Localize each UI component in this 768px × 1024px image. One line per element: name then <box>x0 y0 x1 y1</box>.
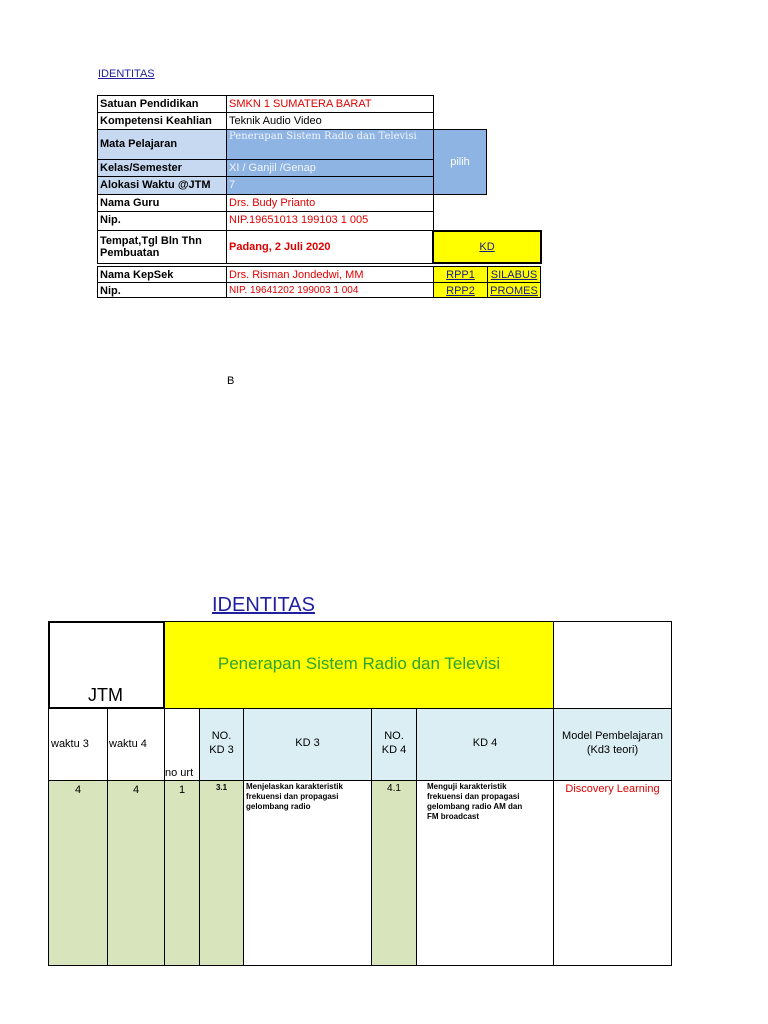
kd3-label: KD 3 <box>295 737 320 749</box>
kd3-value: Menjelaskan karakteristik frekuensi dan propagasi gelombang radio <box>246 782 343 811</box>
pilih-button[interactable]: pilih <box>433 129 487 195</box>
no-kd3-header <box>199 708 244 781</box>
label-kelas-semester: Kelas/Semester <box>97 159 227 177</box>
label-nip-guru: Nip. <box>97 211 227 231</box>
no-kd3-cell[interactable] <box>199 780 244 966</box>
kd4-cell[interactable] <box>416 780 554 966</box>
waktu4-label: waktu 4 <box>109 738 147 750</box>
jtm-label: JTM <box>88 685 123 705</box>
no-kd3-value: 3.1 <box>215 783 228 792</box>
value-kompetensi-keahlian[interactable]: Teknik Audio Video <box>226 112 434 130</box>
no-kd4-value: 4.1 <box>387 783 401 794</box>
value-alokasi-waktu[interactable]: 7 <box>226 176 434 195</box>
model-value: Discovery Learning <box>565 783 660 795</box>
label-tempat-tanggal: Tempat,Tgl Bln Thn Pembuatan <box>97 230 227 264</box>
kd4-value: Menguji karakteristik frekuensi dan propagasi gelombang radio AM dan FM broadcast <box>427 782 523 821</box>
value-nip-guru[interactable]: NIP.19651013 199103 1 005 <box>226 211 434 231</box>
label-alokasi-waktu: Alokasi Waktu @JTM <box>97 176 227 195</box>
no-kd4-label: NO. KD 4 <box>381 730 407 756</box>
label-nama-guru: Nama Guru <box>97 194 227 212</box>
value-nama-guru[interactable]: Drs. Budy Prianto <box>226 194 434 212</box>
second-sheet-title[interactable]: IDENTITAS <box>212 594 315 616</box>
label-satuan-pendidikan: Satuan Pendidikan <box>97 95 227 113</box>
model-label: Model Pembelajaran (Kd3 teori) <box>562 730 663 756</box>
waktu4-header <box>107 708 165 781</box>
waktu3-header <box>48 708 108 781</box>
no-urt-label: no urt <box>165 767 194 779</box>
waktu3-label: waktu 3 <box>51 738 89 750</box>
identitas-link[interactable]: IDENTITAS <box>98 68 155 80</box>
kd3-cell[interactable] <box>243 780 372 966</box>
value-kelas-semester[interactable]: XI / Ganjil /Genap <box>226 159 434 177</box>
label-nip-kepsek: Nip. <box>97 282 227 298</box>
no-kd4-cell[interactable] <box>371 780 417 966</box>
value-satuan-pendidikan[interactable]: SMKN 1 SUMATERA BARAT <box>226 95 434 113</box>
no-kd3-label: NO. KD 3 <box>209 730 234 756</box>
silabus-link[interactable]: SILABUS <box>487 266 541 283</box>
value-tempat-tanggal[interactable]: Padang, 2 Juli 2020 <box>226 230 434 264</box>
no-urt-header <box>164 708 200 781</box>
waktu3-cell[interactable] <box>48 780 108 966</box>
empty-header-cell <box>553 621 672 709</box>
kd4-label: KD 4 <box>472 737 498 749</box>
label-nama-kepsek: Nama KepSek <box>97 266 227 283</box>
kd3-header <box>243 708 372 781</box>
model-cell[interactable] <box>553 780 672 966</box>
label-mata-pelajaran: Mata Pelajaran <box>97 129 227 160</box>
jtm-header-cell <box>48 621 165 709</box>
waktu4-value: 4 <box>132 784 140 796</box>
stray-cell-text: B <box>227 375 235 387</box>
rpp1-link[interactable]: RPP1 <box>433 266 488 283</box>
no-kd4-header <box>371 708 417 781</box>
value-nama-kepsek[interactable]: Drs. Risman Jondedwi, MM <box>226 266 434 283</box>
model-header <box>553 708 672 781</box>
no-urt-cell[interactable] <box>164 780 200 966</box>
kd-link[interactable]: KD <box>432 230 542 264</box>
promes-link[interactable]: PROMES <box>487 282 541 298</box>
subject-header <box>164 621 554 709</box>
subject-title: Penerapan Sistem Radio dan Televisi <box>217 654 501 673</box>
value-mata-pelajaran[interactable]: Penerapan Sistem Radio dan Televisi <box>226 129 434 160</box>
rpp2-link[interactable]: RPP2 <box>433 282 488 298</box>
kd4-header <box>416 708 554 781</box>
waktu4-cell[interactable] <box>107 780 165 966</box>
value-nip-kepsek[interactable]: NIP. 19641202 199003 1 004 <box>226 282 434 298</box>
no-urt-value: 1 <box>178 784 186 796</box>
waktu3-value: 4 <box>74 784 82 796</box>
label-kompetensi-keahlian: Kompetensi Keahlian <box>97 112 227 130</box>
